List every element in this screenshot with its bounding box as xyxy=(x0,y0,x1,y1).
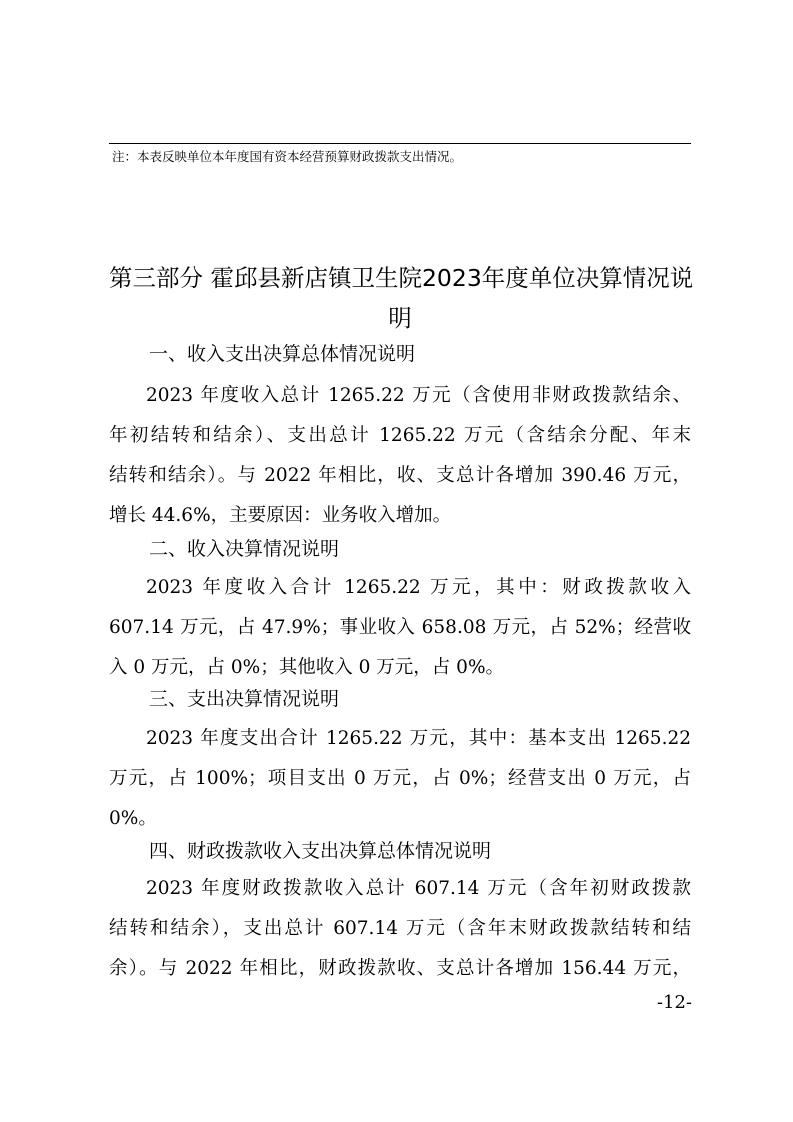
body-line: 万元，占 100%；项目支出 0 万元，占 0%；经营支出 0 万元，占 xyxy=(109,768,691,789)
part-title-line-2: 明 xyxy=(388,304,412,332)
section-heading-4: 四、财政拨款收入支出决算总体情况说明 xyxy=(149,840,492,862)
section-body-2 xyxy=(109,568,691,688)
part-title xyxy=(109,258,694,338)
body-line: 2023 年度支出合计 1265.22 万元，其中：基本支出 1265.22 xyxy=(146,728,691,749)
body-line: 入 0 万元，占 0%；其他收入 0 万元，占 0%。 xyxy=(109,657,505,678)
section-heading-2: 二、收入决算情况说明 xyxy=(149,538,340,560)
section-heading-3: 三、支出决算情况说明 xyxy=(149,688,340,710)
section-body-1 xyxy=(109,376,691,536)
body-line: 增长 44.6%，主要原因：业务收入增加。 xyxy=(109,505,452,526)
body-line: 2023 年度财政拨款收入总计 607.14 万元（含年初财政拨款 xyxy=(146,878,691,899)
section-heading-1: 一、收入支出决算总体情况说明 xyxy=(149,343,416,365)
table-bottom-rule xyxy=(109,143,691,144)
body-line: 0%。 xyxy=(109,808,157,829)
body-line: 607.14 万元，占 47.9%；事业收入 658.08 万元，占 52%；经营收 xyxy=(109,617,691,638)
body-line: 2023 年度收入合计 1265.22 万元，其中：财政拨款收入 xyxy=(146,577,691,598)
section-body-3 xyxy=(109,719,691,839)
table-note: 注：本表反映单位本年度国有资本经营预算财政拨款支出情况。 xyxy=(112,149,463,164)
section-body-4 xyxy=(109,869,691,989)
body-line: 结转和结余）。与 2022 年相比，收、支总计各增加 390.46 万元， xyxy=(109,465,691,486)
body-line: 结转和结余），支出总计 607.14 万元（含年末财政拨款结转和结 xyxy=(109,918,691,939)
body-line: 2023 年度收入总计 1265.22 万元（含使用非财政拨款结余、 xyxy=(146,385,691,406)
page-number: -12- xyxy=(656,992,692,1013)
body-line: 年初结转和结余）、支出总计 1265.22 万元（含结余分配、年末 xyxy=(109,425,691,446)
body-line: 余）。与 2022 年相比，财政拨款收、支总计各增加 156.44 万元， xyxy=(109,958,691,979)
part-title-line-1: 第三部分 霍邱县新店镇卫生院2023年度单位决算情况说 xyxy=(109,264,694,292)
